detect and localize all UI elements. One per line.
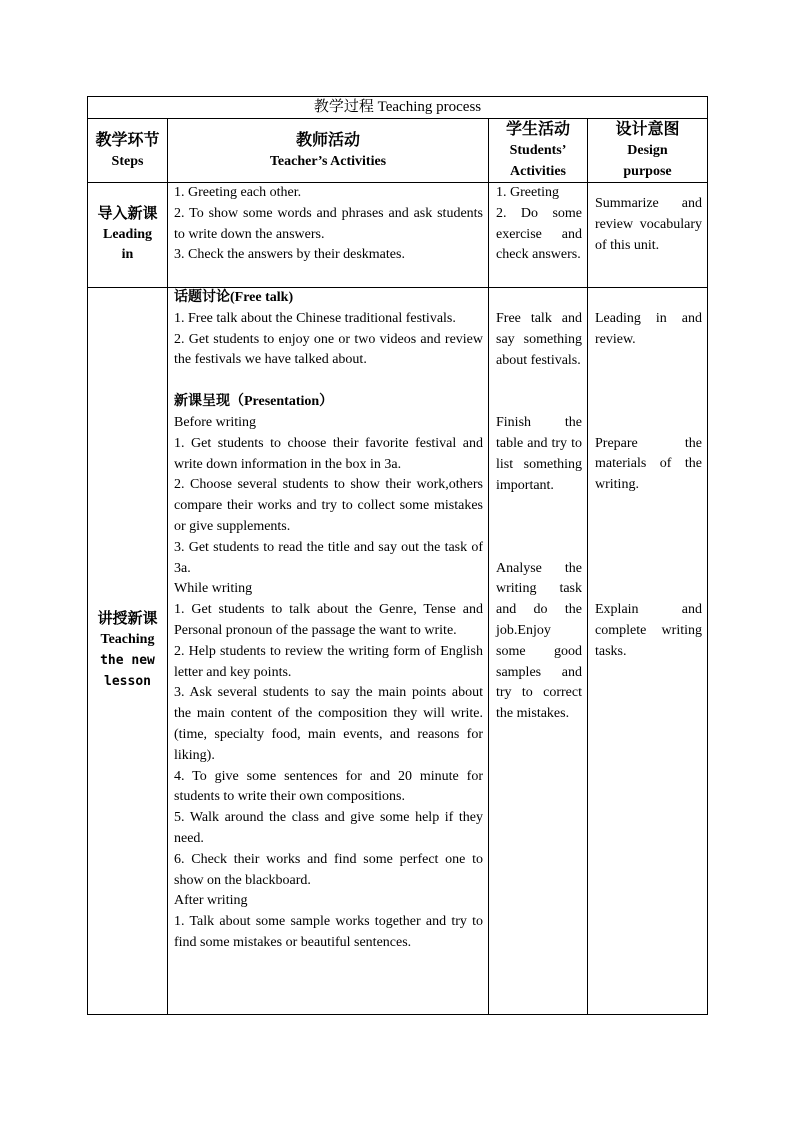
header-students-en1: Students’ (509, 143, 567, 158)
teacher-activities-leading-in (168, 183, 489, 288)
step-leading-in-en2: in (121, 247, 134, 263)
students-before-writing: Finish the table and try to list something important. (496, 415, 582, 493)
step-teaching-en2: the new (100, 653, 155, 668)
student-activities-teaching (489, 288, 588, 1015)
header-teacher (168, 119, 489, 183)
header-teacher-en: Teacher’s Activities (269, 153, 387, 169)
teaching-process-table (87, 96, 708, 1015)
students-while-writing: Analyse the writing task and do the job.Enjoy some good samples and try to correct the mistakes. (496, 560, 582, 722)
list-item: 3. Get students to read the title and say out the task of 3a. (174, 539, 483, 576)
design-purpose-teaching (588, 288, 708, 1015)
presentation-heading: 新课呈现（Presentation） (174, 394, 334, 410)
list-item: 3. Ask several students to say the main points about the main content of the composition they will write.(time, specialty food, main events, and reasons for liking). (174, 685, 483, 763)
step-teaching-en1: Teaching (100, 632, 155, 648)
student-activities-leading-in (489, 183, 588, 288)
list-item: 1. Get students to talk about the Genre, Tense and Personal pronoun of the passage the want to write. (174, 602, 483, 638)
header-design (588, 119, 708, 183)
step-teaching-cn: 讲授新课 (97, 611, 158, 628)
step-teaching-new-lesson (88, 288, 168, 1015)
header-steps (88, 119, 168, 183)
list-item: 2. Get students to enjoy one or two videos and review the festivals we have talked about. (174, 331, 483, 368)
step-leading-in-en1: Leading (102, 226, 152, 242)
list-item: 1. Talk about some sample works together and try to find some mistakes or beautiful sentences. (174, 914, 483, 950)
free-talk-heading: 话题讨论(Free talk) (174, 290, 294, 305)
header-students (489, 119, 588, 183)
design-before-writing: Prepare the materials of the writing. (595, 435, 702, 493)
header-design-en1: Design (627, 143, 668, 158)
step-teaching-en3: lesson (104, 673, 151, 689)
header-design-en2: purpose (623, 164, 672, 179)
list-item: 3. Check the answers by their deskmates. (174, 247, 405, 263)
header-steps-en: Steps (111, 153, 144, 169)
header-design-cn: 设计意图 (615, 121, 680, 138)
before-writing-heading: Before writing (174, 414, 257, 430)
list-item: 1. Get students to choose their favorite festival and write down information in the box in 3a. (174, 435, 483, 472)
header-steps-cn: 教学环节 (95, 131, 160, 149)
teacher-activities-teaching (168, 288, 489, 1015)
design-text: Summarize and review vocabulary of this unit. (595, 196, 702, 253)
design-purpose-leading-in (588, 183, 708, 288)
step-leading-in-cn: 导入新课 (97, 205, 158, 222)
while-writing-heading: While writing (174, 581, 253, 597)
list-item: 2. Choose several students to show their work,others compare their works and try to collect some mistakes or give supplements. (174, 477, 483, 534)
students-free-talk: Free talk and say something about festivals. (496, 311, 582, 368)
design-while-writing: Explain and complete writing tasks. (595, 601, 702, 659)
step-leading-in (88, 183, 168, 288)
after-writing-heading: After writing (174, 893, 248, 909)
list-item: 1. Greeting (496, 185, 559, 200)
list-item: 6. Check their works and find some perfect one to show on the blackboard. (174, 851, 483, 888)
design-free-talk: Leading in and review. (595, 311, 702, 347)
list-item: 2. Help students to review the writing form of English letter and key points. (174, 643, 483, 680)
list-item: 2. To show some words and phrases and ask students to write down the answers. (174, 205, 483, 242)
header-teacher-cn: 教师活动 (295, 131, 360, 149)
list-item: 4. To give some sentences for and 20 minute for students to write their own compositions. (174, 768, 483, 805)
list-item: 5. Walk around the class and give some help if they need. (174, 810, 483, 846)
table-title: 教学过程 Teaching process (88, 97, 708, 119)
list-item: 1. Free talk about the Chinese traditional festivals. (174, 310, 456, 326)
list-item: 2. Do some exercise and check answers. (496, 205, 582, 263)
header-students-en2: Activities (510, 164, 566, 179)
header-students-cn: 学生活动 (505, 121, 570, 138)
list-item: 1. Greeting each other. (174, 185, 302, 200)
